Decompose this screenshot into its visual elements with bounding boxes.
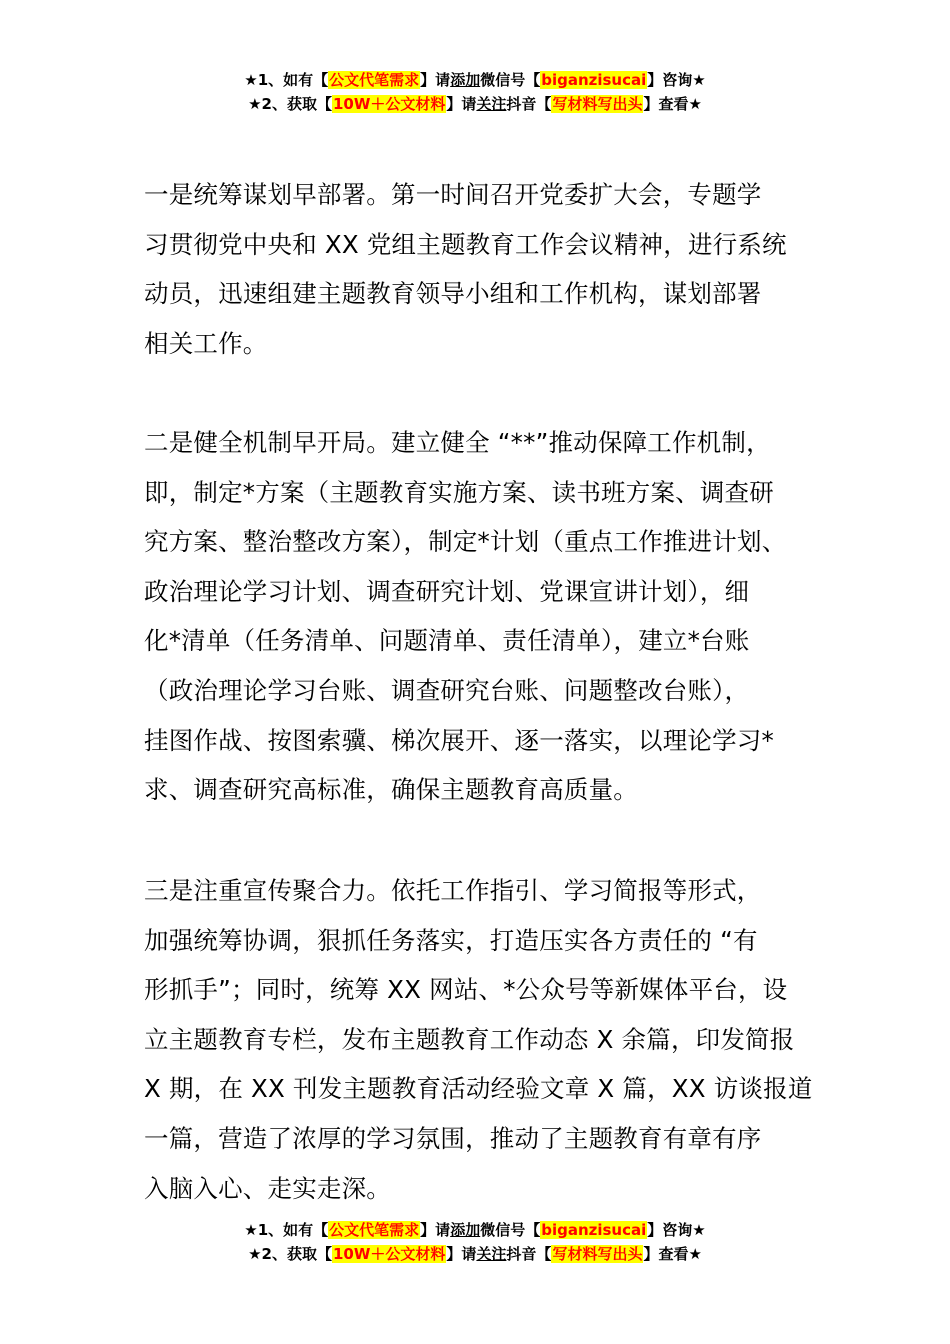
banner-underlined-text: 关注 [476,95,507,113]
paragraph-line: 即，制定*方案（主题教育实施方案、读书班方案、调查研 [144,477,774,507]
banner-underlined-text: 添加 [450,1221,481,1239]
paragraph-line: 政治理论学习计划、调查研究计划、党课宣讲计划），细 [144,576,750,606]
banner-text: 】咨询★ [647,1221,706,1239]
paragraph-line: 究方案、整治整改方案），制定*计划（重点工作推进计划、 [144,527,787,557]
paragraph-line: 入脑入心、走实走深。 [144,1173,391,1203]
banner-text: ★1、如有【 [244,1221,329,1239]
paragraph-line: 化*清单（任务清单、问题清单、责任清单），建立*台账 [144,626,750,656]
banner-text: 微信号【 [480,71,541,89]
banner-text: ★1、如有【 [244,71,329,89]
banner-highlight-wechat-id: biganzisucai [541,71,647,89]
banner-text: 】请 [420,71,451,89]
footer-banner-line-2 [0,1242,950,1266]
paragraph-line: 求、调查研究高标准，确保主题教育高质量。 [144,775,638,805]
paragraph-line: 立主题教育专栏，发布主题教育工作动态 X 余篇，印发简报 [144,1024,795,1054]
paragraph-1 [144,170,816,368]
banner-text: 抖音【 [506,95,552,113]
paragraph-line: 一是统筹谋划早部署。第一时间召开党委扩大会，专题学 [144,180,762,209]
banner-text: 】查看★ [643,95,702,113]
banner-highlight: 10W＋公文材料 [332,95,446,113]
banner-text: 抖音【 [506,1245,552,1263]
paragraph-line: （政治理论学习台账、调查研究台账、问题整改台账）， [144,675,750,705]
paragraph-line: 加强统筹协调，狠抓任务落实，打造压实各方责任的 “有 [144,925,758,955]
banner-text: ★2、获取【 [248,95,332,113]
paragraph-line: 二是健全机制早开局。建立健全 “**”推动保障工作机制， [144,428,771,457]
paragraph-line: 挂图作战、按图索骥、梯次展开、逐一落实，以理论学习* [144,725,774,755]
footer-banner [0,1218,950,1266]
banner-text: 】请 [446,1245,477,1263]
paragraph-line: 形抓手”；同时，统筹 XX 网站、*公众号等新媒体平台，设 [144,975,788,1005]
header-banner [0,68,950,116]
banner-text: 】咨询★ [647,71,706,89]
banner-text: 】查看★ [643,1245,702,1263]
banner-highlight-wechat-id: biganzisucai [541,1221,647,1239]
banner-highlight-douyin-id: 写材料写出头 [552,1245,643,1263]
banner-highlight: 公文代笔需求 [329,1221,420,1239]
banner-text: 】请 [446,95,477,113]
banner-highlight: 公文代笔需求 [329,71,420,89]
paragraph-line: 相关工作。 [144,328,268,358]
paragraph-line: 动员，迅速组建主题教育领导小组和工作机构，谋划部署 [144,279,762,309]
footer-banner-line-1 [0,1218,950,1242]
banner-highlight: 10W＋公文材料 [332,1245,446,1263]
paragraph-line: X 期，在 XX 刊发主题教育活动经验文章 X 篇，XX 访谈报道 [144,1074,813,1104]
header-banner-line-1 [0,68,950,92]
paragraph-3 [144,866,816,1213]
banner-text: ★2、获取【 [248,1245,332,1263]
banner-text: 】请 [420,1221,451,1239]
banner-underlined-text: 添加 [450,71,481,89]
header-banner-line-2 [0,92,950,116]
paragraph-line: 一篇，营造了浓厚的学习氛围，推动了主题教育有章有序 [144,1123,762,1153]
banner-underlined-text: 关注 [476,1245,507,1263]
paragraph-line: 三是注重宣传聚合力。依托工作指引、学习简报等形式， [144,876,762,905]
banner-text: 微信号【 [480,1221,541,1239]
banner-highlight-douyin-id: 写材料写出头 [552,95,643,113]
paragraph-2 [144,418,816,815]
paragraph-line: 习贯彻党中央和 XX 党组主题教育工作会议精神，进行系统 [144,229,787,259]
